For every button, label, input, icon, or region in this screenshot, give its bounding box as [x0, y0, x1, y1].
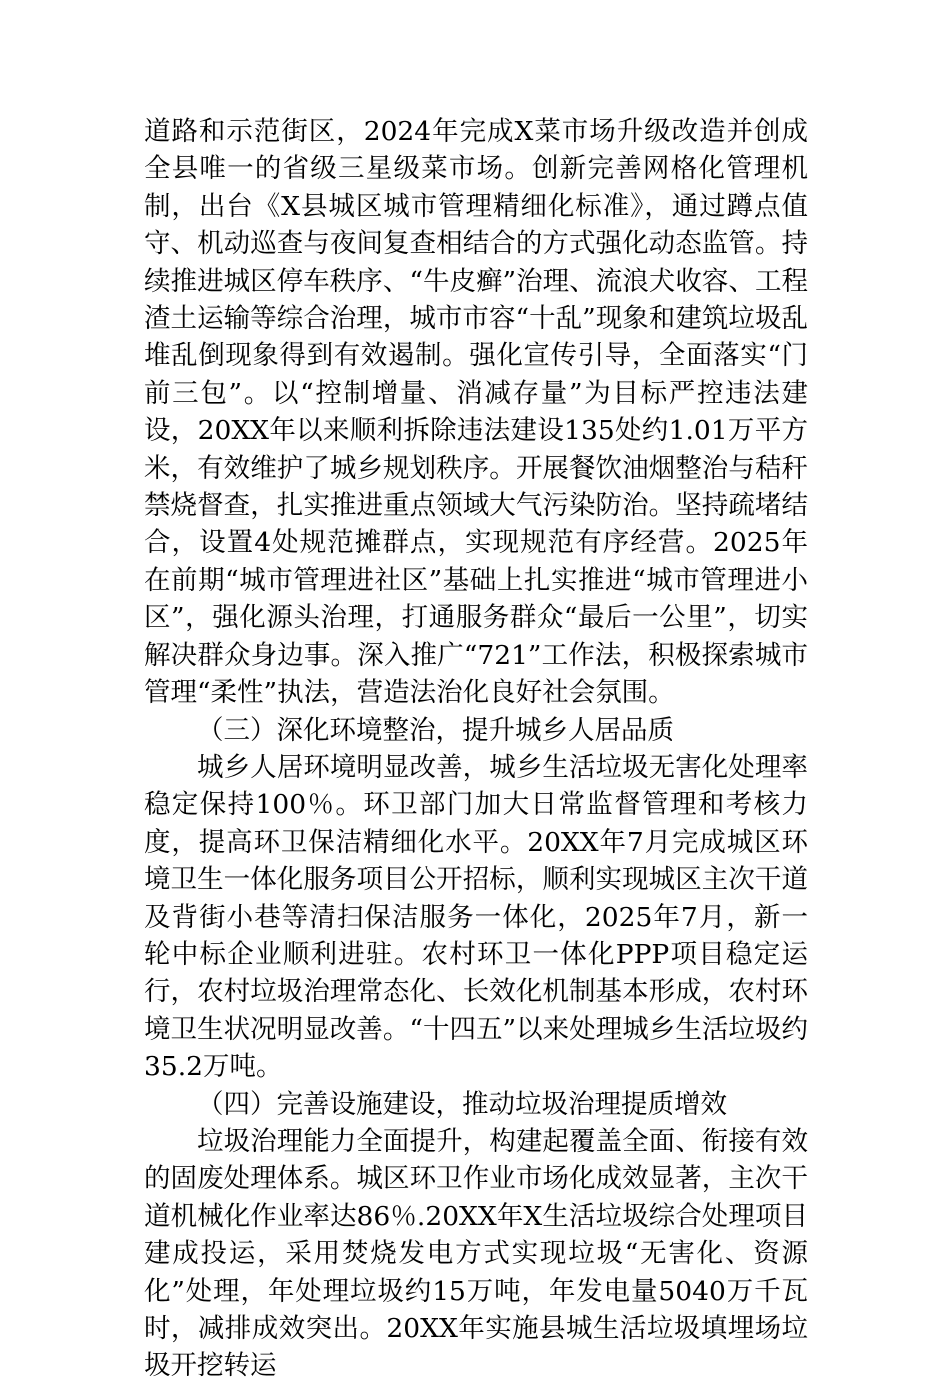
section-heading-3: （三）深化环境整治，提升城乡人居品质 — [197, 714, 674, 746]
document-body — [144, 113, 808, 1385]
body-paragraph-city-management: 道路和示范街区，2024年完成X菜市场升级改造并创成全县唯一的省级三星级菜市场。创新完善网格化管理机制，出台《X县城区城市管理精细化标准》，通过蹲点值守、机动巡查与夜间复查相结合的方式强化动态监管。持续推进城区停车秩序、“牛皮癣”治理、流浪犬收容、工程渣土运输等综合治理，城市市容“十乱”现象和建筑垃圾乱堆乱倒现象得到有效遏制。强化宣传引导，全面落实“门前三包”。以“控制增量、消减存量”为目标严控违法建设，20XX年以来顺利拆除违法建设135处约1.01万平方米，有效维护了城乡规划秩序。开展餐饮油烟整治与秸秆禁烧督查，扎实推进重点领域大气污染防治。坚持疏堵结合，设置4处规范摊群点，实现规范有序经营。2025年在前期“城市管理进社区”基础上扎实推进“城市管理进小区”，强化源头治理，打通服务群众“最后一公里”，切实解决群众身边事。深入推广“721”工作法，积极探索城市管理“柔性”执法，营造法治化良好社会氛围。 — [144, 116, 808, 709]
body-paragraph-environment: 城乡人居环境明显改善，城乡生活垃圾无害化处理率稳定保持100％。环卫部门加大日常监督管理和考核力度，提高环卫保洁精细化水平。20XX年7月完成城区环境卫生一体化服务项目公开招标，顺利实现城区主次干道及背街小巷等清扫保洁服务一体化，2025年7月，新一轮中标企业顺利进驻。农村环卫一体化PPP项目稳定运行，农村垃圾治理常态化、长效化机制基本形成，农村环境卫生状况明显改善。“十四五”以来处理城乡生活垃圾约35.2万吨。 — [144, 751, 808, 1083]
section-heading-4: （四）完善设施建设，推动垃圾治理提质增效 — [197, 1088, 727, 1120]
body-paragraph-waste-treatment: 垃圾治理能力全面提升，构建起覆盖全面、衔接有效的固废处理体系。城区环卫作业市场化成效显著，主次干道机械化作业率达86％.20XX年X生活垃圾综合处理项目建成投运，采用焚烧发电方式实现垃圾“无害化、资源化”处理，年处理垃圾约15万吨，年发电量5040万千瓦时，减排成效突出。20XX年实施县城生活垃圾填埋场垃圾开挖转运 — [144, 1125, 808, 1382]
